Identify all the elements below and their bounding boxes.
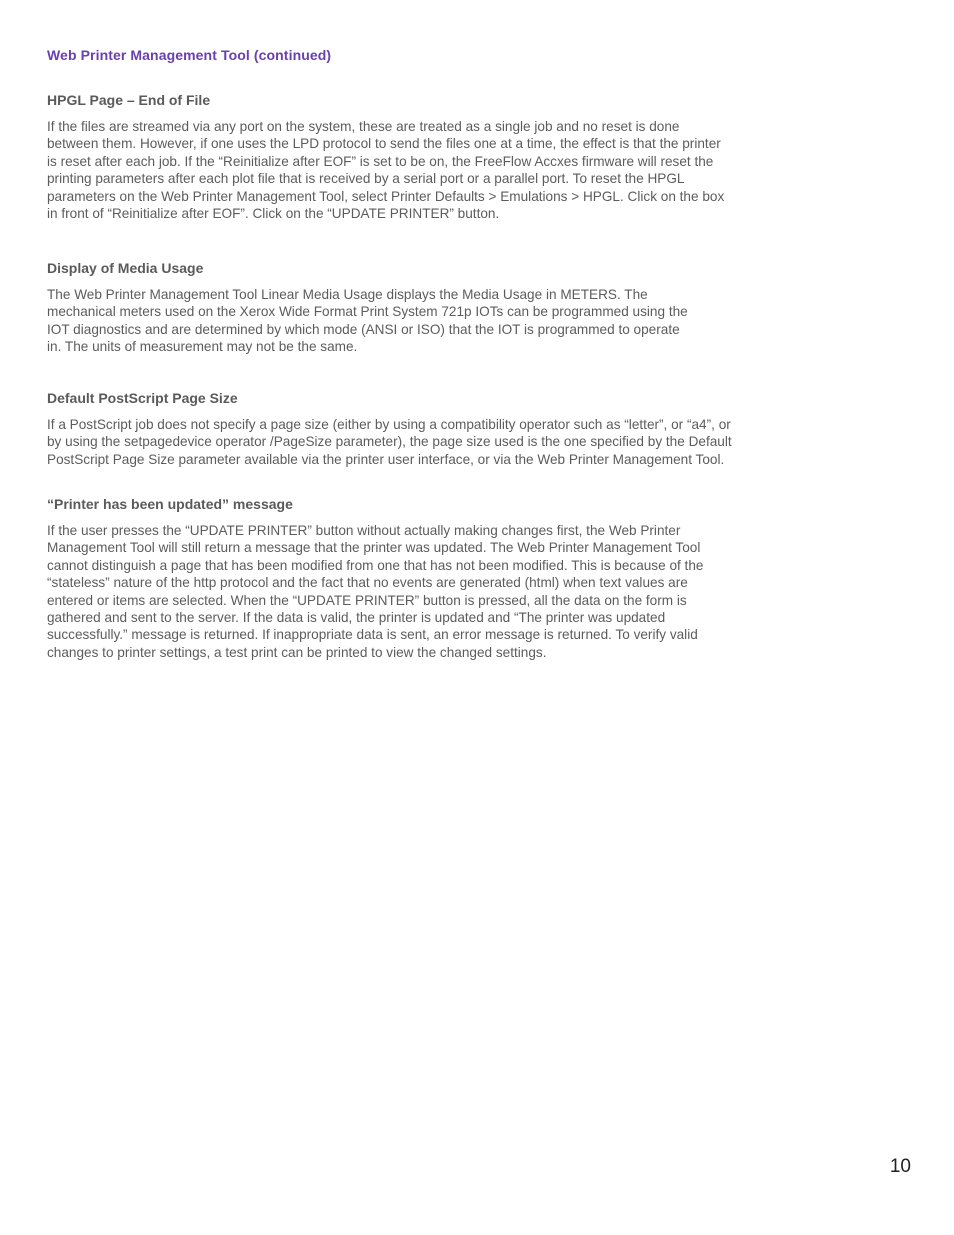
text-line: mechanical meters used on the Xerox Wide Format Print System 721p IOTs can be programmed using the — [47, 304, 688, 320]
text-line: cannot distinguish a page that has been modified from one that has not been modified. This is because of the — [47, 557, 704, 573]
text-line: entered or items are selected. When the “UPDATE PRINTER” button is pressed, all the data on the form is — [47, 592, 687, 608]
text-line: “stateless” nature of the http protocol and the fact that no events are generated (html) when text values are — [47, 575, 688, 591]
section-heading: Default PostScript Page Size — [47, 390, 238, 406]
section-body — [47, 118, 807, 222]
section-heading: Display of Media Usage — [47, 260, 204, 276]
text-line: IOT diagnostics and are determined by which mode (ANSI or ISO) that the IOT is programmed to operate — [47, 321, 680, 337]
section-hpgl-end-of-file — [47, 91, 807, 222]
text-line: If the files are streamed via any port on the system, these are treated as a single job and no reset is done — [47, 119, 680, 134]
text-line: Management Tool will still return a message that the printer was updated. The Web Printer Management Tool — [47, 540, 701, 556]
text-line: gathered and sent to the server. If the data is valid, the printer is updated and “The printer was updated — [47, 610, 666, 626]
text-line: If the user presses the “UPDATE PRINTER” button without actually making changes first, the Web Printer — [47, 523, 681, 538]
text-line: parameters on the Web Printer Management Tool, select Printer Defaults > Emulations > HPGL. Click on the box — [47, 188, 725, 204]
text-line: printing parameters after each plot file that is received by a serial port or a parallel port. To reset the HPGL — [47, 171, 685, 187]
section-body — [47, 416, 807, 468]
text-line: is reset after each job. If the “Reinitialize after EOF” is set to be on, the FreeFlow Accxes firmware will reset the — [47, 153, 714, 169]
section-heading: HPGL Page – End of File — [47, 92, 211, 108]
section-body — [47, 286, 807, 356]
text-line: in front of “Reinitialize after EOF”. Click on the “UPDATE PRINTER” button. — [47, 206, 500, 222]
text-line: in. The units of measurement may not be the same. — [47, 339, 358, 355]
section-default-postscript-page-size — [47, 389, 807, 468]
page-header-title: Web Printer Management Tool (continued) — [47, 47, 332, 63]
text-line: between them. However, if one uses the LPD protocol to send the files one at a time, the effect is that the printer — [47, 136, 721, 152]
text-line: successfully.” message is returned. If inappropriate data is sent, an error message is returned. To verify valid — [47, 627, 698, 643]
text-line: PostScript Page Size parameter available via the printer user interface, or via the Web Printer Management Tool. — [47, 451, 725, 467]
text-line: If a PostScript job does not specify a page size (either by using a compatibility operator such as “letter”, or “a4”, or — [47, 417, 731, 432]
section-body — [47, 522, 807, 661]
section-printer-has-been-updated — [47, 495, 807, 661]
text-line: changes to printer settings, a test print can be printed to view the changed settings. — [47, 644, 547, 660]
section-display-of-media-usage — [47, 259, 807, 356]
section-heading: “Printer has been updated” message — [47, 496, 293, 512]
text-line: The Web Printer Management Tool Linear Media Usage displays the Media Usage in METERS. The — [47, 287, 648, 302]
page-number: 10 — [889, 1156, 911, 1177]
text-line: by using the setpagedevice operator /PageSize parameter), the page size used is the one specified by the Default — [47, 434, 732, 450]
